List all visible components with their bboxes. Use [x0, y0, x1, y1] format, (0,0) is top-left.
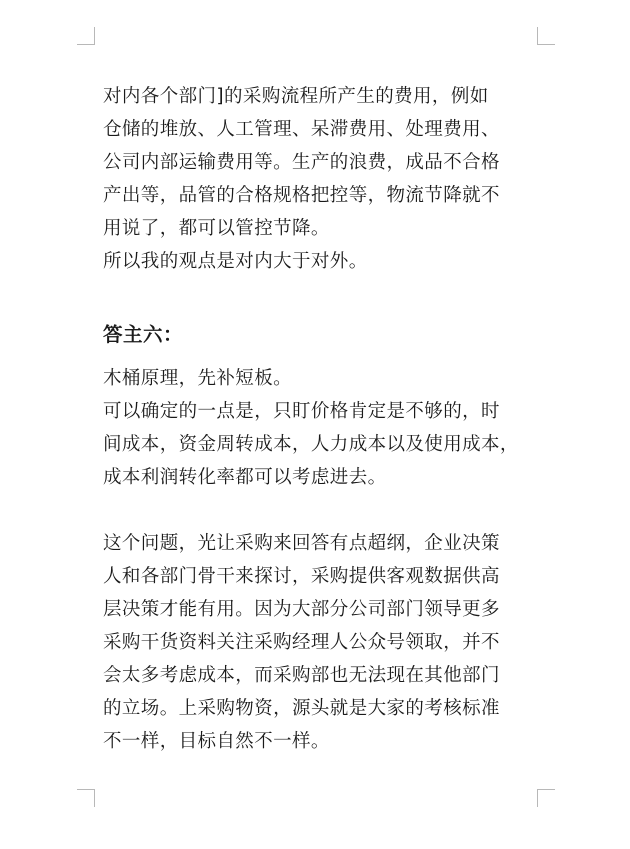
- section-heading: 答主六：: [103, 323, 184, 346]
- text-line: 采购干货资料关注采购经理人公众号领取，并不: [103, 632, 500, 653]
- text-line: 产出等，品管的合格规格把控等，物流节降就不: [103, 185, 500, 206]
- text-line: 公司内部运输费用等。生产的浪费，成品不合格: [103, 152, 500, 173]
- text-line: 对内各个部门]的采购流程所产生的费用，例如: [103, 86, 489, 107]
- corner-mark-bottom-left: [77, 789, 95, 807]
- text-line: 这个问题，光让采购来回答有点超纲，企业决策: [103, 533, 500, 554]
- text-line: 间成本，资金周转成本，人力成本以及使用成本，: [103, 434, 519, 455]
- paragraph-block-2: [103, 362, 533, 494]
- text-line: 可以确定的一点是，只盯价格肯定是不够的，时: [103, 401, 500, 422]
- paragraph-block-3: [103, 527, 533, 758]
- text-line: 所以我的观点是对内大于对外。: [103, 251, 368, 272]
- text-line: 层决策才能有用。因为大部分公司部门领导更多: [103, 599, 500, 620]
- corner-mark-top-left: [77, 27, 95, 45]
- corner-mark-top-right: [537, 27, 555, 45]
- text-line: 木桶原理，先补短板。: [103, 368, 293, 389]
- text-line: 不一样，目标自然不一样。: [103, 731, 330, 752]
- text-line: 用说了，都可以管控节降。: [103, 218, 330, 239]
- text-line: 仓储的堆放、人工管理、呆滞费用、处理费用、: [103, 119, 500, 140]
- text-line: 人和各部门骨干来探讨，采购提供客观数据供高: [103, 566, 500, 587]
- corner-mark-bottom-right: [537, 789, 555, 807]
- text-line: 会太多考虑成本，而采购部也无法现在其他部门: [103, 665, 500, 686]
- text-line: 的立场。上采购物资，源头就是大家的考核标准: [103, 698, 500, 719]
- paragraph-block-1: [103, 80, 533, 278]
- text-line: 成本利润转化率都可以考虑进去。: [103, 467, 387, 488]
